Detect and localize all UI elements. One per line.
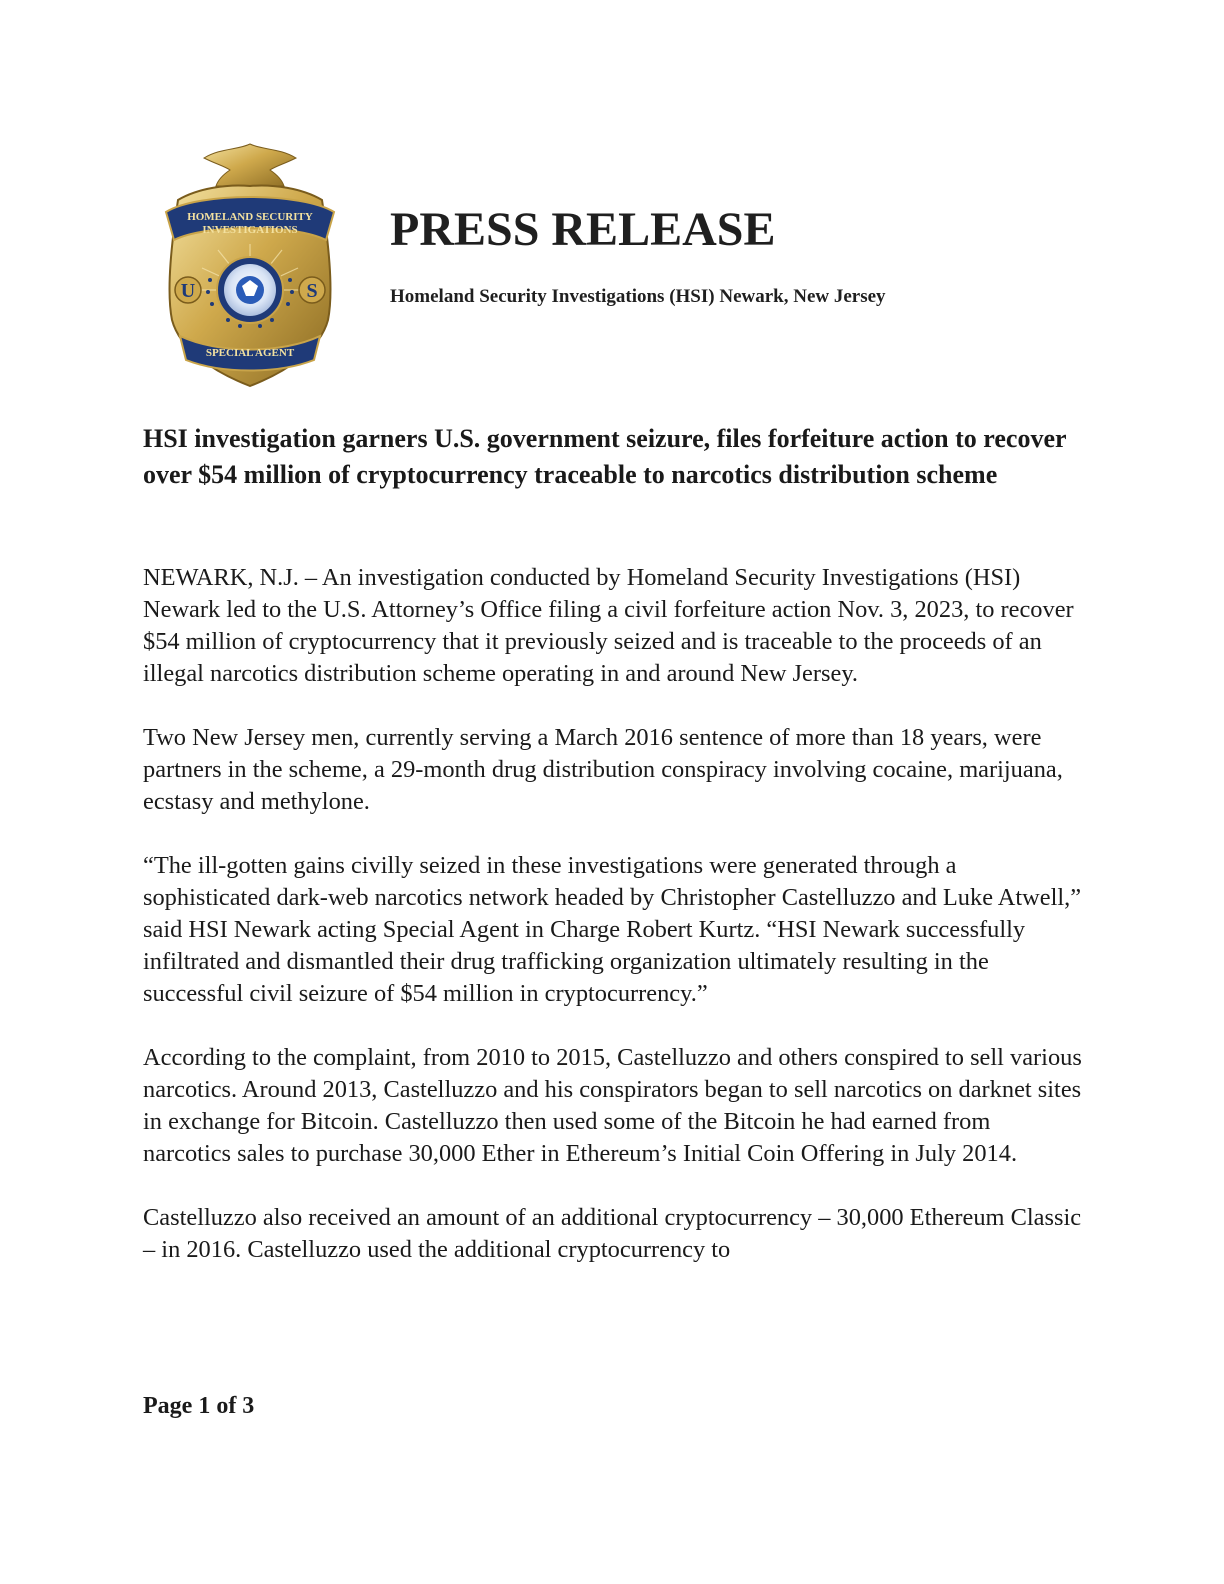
paragraph: Castelluzzo also received an amount of an additional cryptocurrency – 30,000 Ethereum Classic – in 2016. Castelluzzo used the additional cryptocurrency to	[143, 1204, 1082, 1263]
page-number: Page 1 of 3	[143, 1393, 255, 1419]
paragraph: NEWARK, N.J. – An investigation conducted by Homeland Security Investigations (HSI) Newark led to the U.S. Attorney’s Office filing a civil forfeiture action Nov. 3, 2023, to recover $54 million of cryptocurrency that it previously seized and is traceable to the proceeds of an illegal narcotics distribution scheme operating in and around New Jersey.	[143, 564, 1074, 687]
paragraph: Two New Jersey men, currently serving a March 2016 sentence of more than 18 years, were partners in the scheme, a 29-month drug distribution conspiracy involving cocaine, marijuana, ecstasy and methylone.	[143, 724, 1063, 815]
badge-top-text-2: INVESTIGATIONS	[202, 224, 298, 236]
page-title: PRESS RELEASE	[390, 203, 776, 256]
article-body	[143, 562, 1083, 1298]
hsi-special-agent-badge	[158, 140, 342, 390]
badge-top-text: HOMELAND SECURITY	[187, 211, 313, 223]
badge-letter-u: U	[180, 280, 196, 302]
badge-bottom-text: SPECIAL AGENT	[205, 347, 295, 359]
article-headline: HSI investigation garners U.S. government seizure, files forfeiture action to recover over $54 million of cryptocurrency traceable to narcotics distribution scheme	[143, 424, 1067, 489]
page-subtitle: Homeland Security Investigations (HSI) Newark, New Jersey	[390, 286, 886, 307]
badge-letter-s: S	[306, 280, 318, 302]
paragraph: “The ill-gotten gains civilly seized in these investigations were generated through a sophisticated dark-web narcotics network headed by Christopher Castelluzzo and Luke Atwell,” said HSI Newark acting Special Agent in Charge Robert Kurtz. “HSI Newark successfully infiltrated and dismantled their drug trafficking organization ultimately resulting in the successful civil seizure of $54 million in cryptocurrency.”	[143, 852, 1082, 1007]
badge-icon	[158, 140, 342, 390]
paragraph: According to the complaint, from 2010 to 2015, Castelluzzo and others conspired to sell various narcotics. Around 2013, Castelluzzo and his conspirators began to sell narcotics on darknet sites in exchange for Bitcoin. Castelluzzo then used some of the Bitcoin he had earned from narcotics sales to purchase 30,000 Ether in Ethereum’s Initial Coin Offering in July 2014.	[143, 1044, 1082, 1167]
